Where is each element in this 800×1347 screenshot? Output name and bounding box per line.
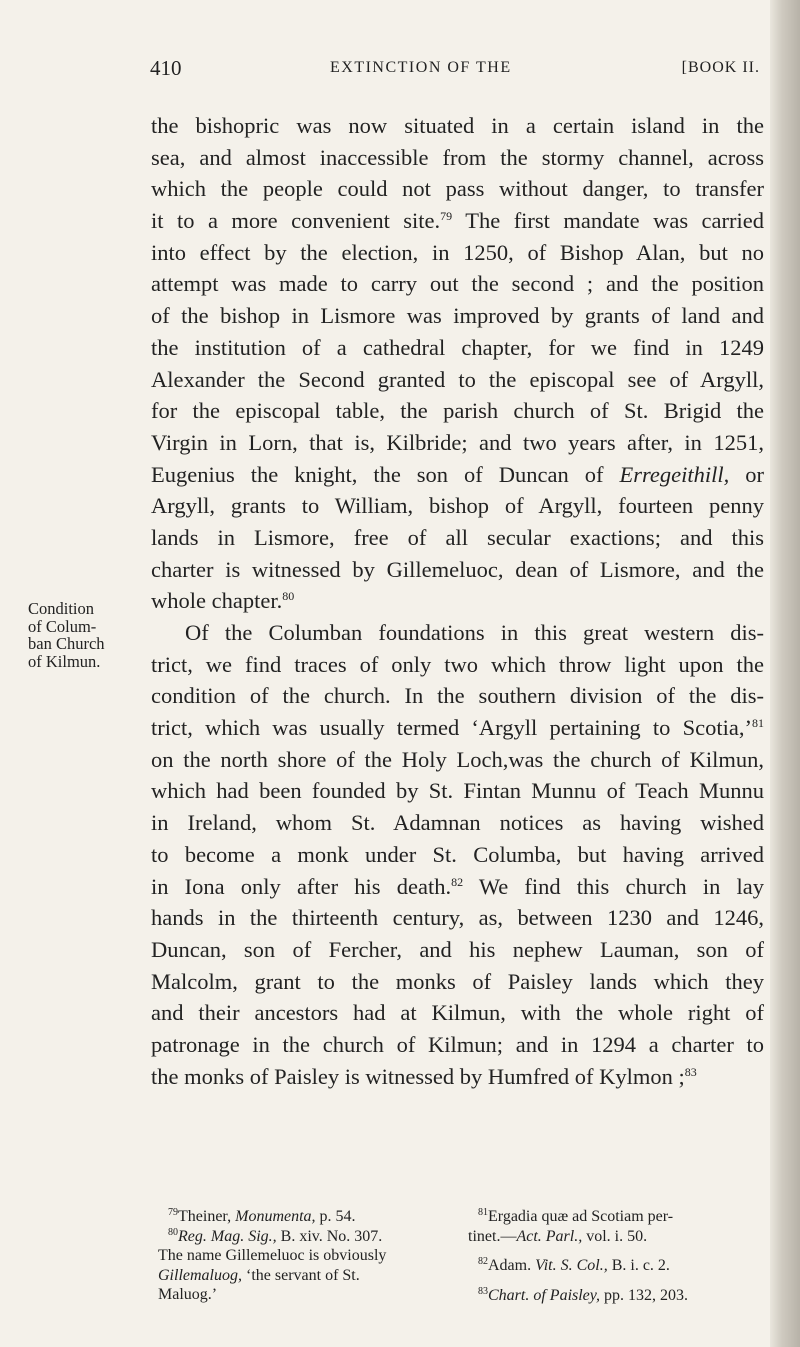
- text-line: in Ireland, whom St. Adamnan notices as having wished: [151, 810, 764, 836]
- text-line: whole chapter.$^{80}$: [151, 588, 295, 614]
- text-line: on the north shore of the Holy Loch,was the church of Kilmun,: [151, 746, 764, 772]
- text-line: Argyll, grants to William, bishop of Argyll, fourteen penny: [151, 493, 764, 519]
- text-line: which the people could not pass without danger, to transfer: [151, 176, 764, 202]
- text-line: which had been founded by St. Fintan Munnu of Teach Munnu: [151, 778, 764, 804]
- text-line: of the bishop in Lismore was improved by grants of land and: [151, 303, 764, 329]
- marginal-line: of Kilmun.: [28, 651, 101, 671]
- footnote-ref: 80: [282, 589, 295, 604]
- footnote-81: $^{81}$Ergadia quæ ad Scotiam per-: [478, 1207, 674, 1225]
- text-line: lands in Lismore, free of all secular exactions; and this: [151, 524, 764, 550]
- page-edge-shadow: [770, 0, 800, 1347]
- marginal-line: of Colum-: [28, 616, 97, 636]
- text-line: into effect by the election, in 1250, of Bishop Alan, but no: [151, 239, 764, 265]
- text-line: patronage in the church of Kilmun; and in 1294 a charter to: [151, 1031, 764, 1057]
- text-line: to become a monk under St. Columba, but having arrived: [151, 841, 764, 867]
- text-line: Eugenius the knight, the son of Duncan of Erregeithill, or: [151, 461, 764, 487]
- text-line: hands in the thirteenth century, as, between 1230 and 1246,: [151, 905, 764, 931]
- footnote-81-line: tinet.—Act. Parl., vol. i. 50.: [468, 1227, 648, 1245]
- footnote-80-line: Gillemaluog, ‘the servant of St.: [158, 1266, 360, 1284]
- text-line: trict, which was usually termed ‘Argyll pertaining to Scotia,’$^{81}$: [151, 715, 764, 741]
- text-line: in Iona only after his death.$^{82}$ We find this church in lay: [151, 873, 764, 899]
- text-line: attempt was made to carry out the second ; and the position: [151, 271, 764, 297]
- marginal-line: ban Church: [28, 634, 105, 653]
- footnote-80-line: Maluog.’: [158, 1286, 218, 1303]
- text-line: Malcolm, grant to the monks of Paisley lands which they: [151, 968, 764, 994]
- body-text: [151, 110, 764, 1092]
- text-line: the bishopric was now situated in a certain island in the: [151, 113, 764, 138]
- text-line: Alexander the Second granted to the episcopal see of Argyll,: [151, 366, 764, 392]
- text-line: it to a more convenient site.$^{79}$ The first mandate was carried: [151, 208, 764, 234]
- footnote-80-line: The name Gillemeluoc is obviously: [158, 1247, 387, 1264]
- running-header: [150, 56, 760, 86]
- footnote-ref: 81: [752, 716, 764, 731]
- text-line: the institution of a cathedral chapter, for we find in 1249: [151, 334, 764, 360]
- footnote-ref: 82: [451, 874, 464, 889]
- page-number: 410: [150, 56, 182, 80]
- marginal-line: Condition: [28, 599, 95, 618]
- text-line: the monks of Paisley is witnessed by Humfred of Kylmon ;$^{83}$: [151, 1063, 697, 1089]
- text-line: for the episcopal table, the parish church of St. Brigid the: [151, 398, 764, 424]
- footnote-79: $^{79}$Theiner, Monumenta, p. 54.: [168, 1207, 356, 1225]
- footnote-83: $^{83}$Chart. of Paisley, pp. 132, 203.: [478, 1285, 688, 1304]
- footnotes-right-column: [468, 1207, 768, 1305]
- marginal-note: [28, 600, 148, 670]
- text-line: Duncan, son of Fercher, and his nephew Lauman, son of: [151, 936, 764, 962]
- running-title: EXTINCTION OF THE: [330, 59, 512, 76]
- footnote-ref: 83: [684, 1064, 697, 1079]
- footnote-82: $^{82}$Adam. Vit. S. Col., B. i. c. 2.: [478, 1256, 670, 1274]
- footnote-ref: 79: [440, 209, 453, 224]
- text-line: charter is witnessed by Gillemeluoc, dean of Lismore, and the: [151, 556, 764, 582]
- text-line: condition of the church. In the southern division of the dis-: [151, 683, 764, 709]
- book-label: [BOOK II.: [681, 59, 760, 76]
- text-line: trict, we find traces of only two which throw light upon the: [151, 651, 764, 677]
- text-line: and their ancestors had at Kilmun, with the whole right of: [151, 1000, 764, 1026]
- text-line: Virgin in Lorn, that is, Kilbride; and two years after, in 1251,: [151, 429, 764, 455]
- footnote-80: $^{80}$Reg. Mag. Sig., B. xiv. No. 307.: [168, 1226, 383, 1245]
- text-line: sea, and almost inaccessible from the stormy channel, across: [151, 144, 764, 170]
- text-line: Of the Columban foundations in this great western dis-: [185, 620, 764, 645]
- footnotes-left-column: [158, 1207, 443, 1305]
